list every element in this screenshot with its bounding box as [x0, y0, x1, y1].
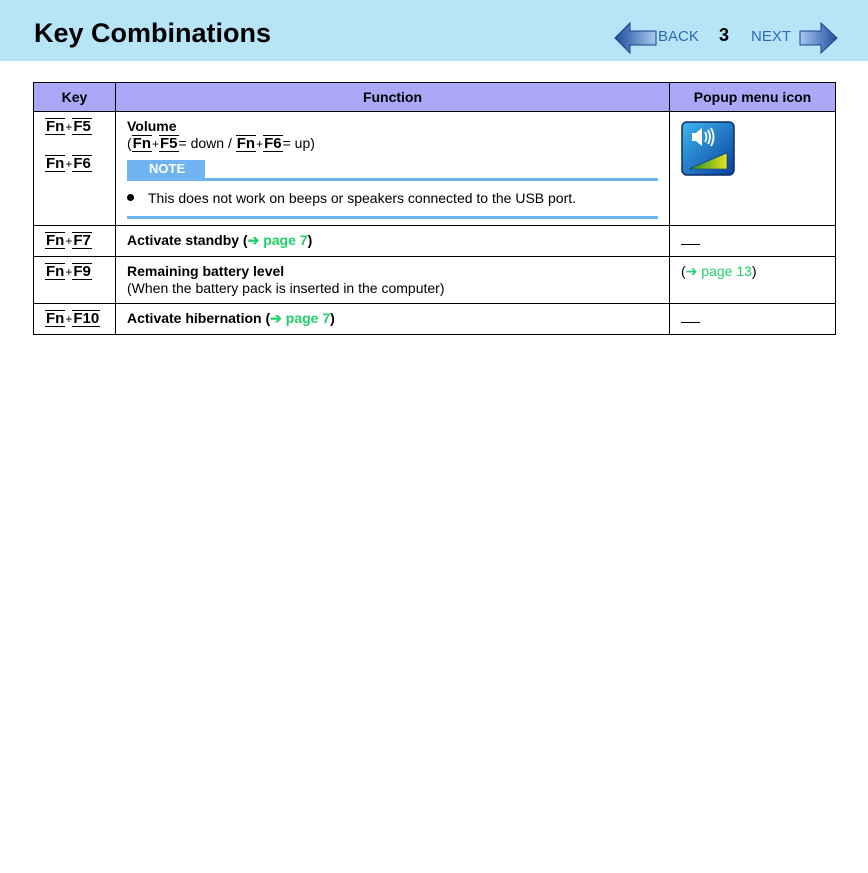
key-f6: F6	[264, 135, 282, 152]
function-cell	[116, 226, 670, 257]
key-plus: +	[65, 120, 73, 134]
page-title: Key Combinations	[34, 18, 272, 48]
page-13-link[interactable]	[686, 263, 752, 279]
link-text: page 7	[259, 232, 308, 248]
volume-speaker-icon	[681, 121, 735, 180]
note-text: This does not work on beeps or speakers connected to the USB port.	[148, 190, 577, 206]
key-fn: Fn	[46, 155, 65, 172]
function-cell	[116, 257, 670, 304]
key-cell	[34, 304, 116, 335]
key-f10: F10	[73, 310, 100, 327]
paren-open: (	[127, 135, 132, 151]
key-combo	[45, 118, 104, 136]
header-function: Function	[116, 83, 670, 112]
key-fn: Fn	[132, 135, 151, 152]
back-arrow-icon	[614, 21, 658, 60]
back-label: BACK	[658, 28, 699, 45]
key-f6: F6	[73, 155, 91, 172]
next-arrow-icon	[799, 21, 839, 60]
key-plus: +	[65, 157, 73, 171]
function-detail	[127, 135, 658, 153]
table-row	[34, 226, 836, 257]
no-icon-dash	[681, 322, 700, 323]
popup-icon-cell	[670, 257, 836, 304]
note-box	[127, 160, 658, 219]
key-fn: Fn	[46, 263, 65, 280]
arrow-right-icon: ➔	[247, 232, 260, 248]
function-cell	[116, 304, 670, 335]
key-fn: Fn	[46, 310, 65, 327]
key-f9: F9	[73, 263, 91, 280]
function-title: Remaining battery level	[127, 263, 285, 279]
table-row	[34, 257, 836, 304]
note-label: NOTE	[127, 160, 205, 178]
key-f7: F7	[73, 232, 91, 249]
link-text: page 13	[697, 263, 752, 279]
function-title: Volume	[127, 118, 177, 134]
paren-close: )	[307, 232, 313, 248]
next-label: NEXT	[751, 28, 792, 45]
popup-icon-cell	[670, 226, 836, 257]
key-combinations-table	[33, 82, 836, 335]
page-7-link[interactable]	[270, 310, 330, 326]
arrow-right-icon: ➔	[685, 263, 698, 279]
function-detail: (When the battery pack is inserted in the computer)	[127, 280, 445, 296]
note-bottom-rule	[127, 216, 658, 219]
next-button[interactable]	[751, 21, 839, 55]
function-title: Activate hibernation (	[127, 310, 271, 326]
function-cell	[116, 112, 670, 226]
key-cell	[34, 257, 116, 304]
page-number: 3	[719, 25, 730, 45]
link-text: page 7	[281, 310, 331, 326]
key-cell	[34, 112, 116, 226]
note-item	[127, 181, 658, 216]
key-plus: +	[65, 265, 73, 279]
table-row	[34, 304, 836, 335]
key-cell	[34, 226, 116, 257]
paren-open: (	[681, 263, 686, 279]
detail-text: = down /	[178, 135, 236, 151]
key-fn: Fn	[46, 232, 65, 249]
function-title: Activate standby (	[127, 232, 248, 248]
key-fn: Fn	[236, 135, 256, 152]
bullet-icon	[127, 194, 134, 201]
table-header-row	[34, 83, 836, 112]
paren-close: )	[751, 263, 757, 279]
popup-icon-cell	[670, 112, 836, 226]
key-plus: +	[65, 234, 73, 248]
paren-close: )	[330, 310, 335, 326]
key-f5: F5	[160, 135, 178, 152]
page-7-link[interactable]	[248, 232, 308, 248]
header-key: Key	[34, 83, 116, 112]
key-plus: +	[256, 137, 264, 151]
key-plus: +	[65, 312, 73, 326]
key-fn: Fn	[46, 118, 65, 135]
key-f5: F5	[73, 118, 91, 135]
no-icon-dash	[681, 244, 700, 245]
key-combo	[45, 155, 104, 173]
key-plus: +	[152, 137, 160, 151]
header-popup-icon: Popup menu icon	[670, 83, 836, 112]
back-button[interactable]	[614, 21, 704, 55]
popup-icon-cell	[670, 304, 836, 335]
detail-text: = up)	[282, 135, 315, 151]
table-row	[34, 112, 836, 226]
arrow-right-icon: ➔	[270, 310, 282, 326]
